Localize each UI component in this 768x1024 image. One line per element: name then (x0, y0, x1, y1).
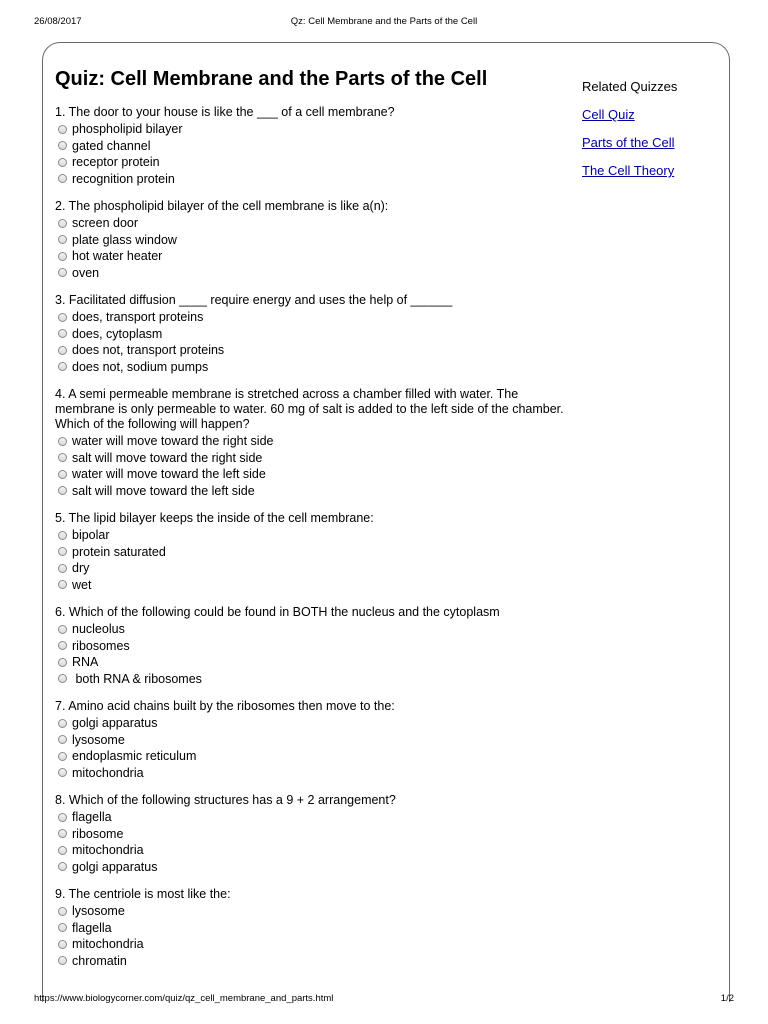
radio-button-icon[interactable] (58, 641, 67, 650)
related-link-the-cell-theory[interactable]: The Cell Theory (582, 163, 675, 178)
print-header (34, 16, 734, 30)
answer-option[interactable] (55, 248, 580, 265)
question-text: 2. The phospholipid bilayer of the cell membrane is like a(n): (55, 199, 389, 213)
question-text: 9. The centriole is most like the: (55, 887, 231, 901)
question-text: 3. Facilitated diffusion ____ require energy and uses the help of ______ (55, 293, 453, 307)
answer-option[interactable] (55, 732, 580, 749)
answer-option-label: plate glass window (72, 232, 177, 247)
answer-option-label: bipolar (72, 528, 110, 543)
answer-option-label: oven (72, 265, 100, 280)
answer-option[interactable] (55, 527, 580, 544)
answer-option[interactable] (55, 671, 580, 688)
answer-option[interactable] (55, 450, 580, 467)
radio-button-icon[interactable] (58, 437, 67, 446)
answer-option[interactable] (55, 342, 580, 359)
radio-button-icon[interactable] (58, 252, 67, 261)
answer-option[interactable] (55, 638, 580, 655)
answer-option-label: both RNA & ribosomes (72, 671, 202, 686)
answer-option-label: does not, transport proteins (72, 343, 225, 358)
answer-option[interactable] (55, 826, 580, 843)
radio-button-icon[interactable] (58, 768, 67, 777)
question-text: 4. A semi permeable membrane is stretched across a chamber filled with water. The membrane is only permeable to water. 60 mg of salt is added to the left side of the chamber. Which of the following will happen? (55, 387, 564, 431)
answer-option-label: water will move toward the left side (72, 467, 266, 482)
radio-button-icon[interactable] (58, 125, 67, 134)
radio-button-icon[interactable] (58, 862, 67, 871)
radio-button-icon[interactable] (58, 940, 67, 949)
answer-option[interactable] (55, 433, 580, 450)
answer-option[interactable] (55, 215, 580, 232)
answer-option[interactable] (55, 859, 580, 876)
answer-option[interactable] (55, 936, 580, 953)
print-date: 26/08/2017 (34, 16, 82, 27)
answer-option[interactable] (55, 466, 580, 483)
answer-option[interactable] (55, 953, 580, 970)
answer-option-label: water will move toward the right side (72, 434, 274, 449)
radio-button-icon[interactable] (58, 923, 67, 932)
answer-option-label: recognition protein (72, 171, 175, 186)
answer-option[interactable] (55, 560, 580, 577)
answer-option[interactable] (55, 544, 580, 561)
question-text: 6. Which of the following could be found in BOTH the nucleus and the cytoplasm (55, 605, 500, 619)
answer-option-label: chromatin (72, 953, 127, 968)
answer-option-label: salt will move toward the right side (72, 450, 263, 465)
answer-option[interactable] (55, 483, 580, 500)
answer-option[interactable] (55, 138, 580, 155)
answer-option[interactable] (55, 154, 580, 171)
answer-option[interactable] (55, 765, 580, 782)
print-footer (34, 993, 734, 1007)
answer-option[interactable] (55, 232, 580, 249)
radio-button-icon[interactable] (58, 813, 67, 822)
radio-button-icon[interactable] (58, 531, 67, 540)
question-4 (55, 387, 580, 499)
answer-option-label: gated channel (72, 138, 151, 153)
answer-option-label: golgi apparatus (72, 859, 158, 874)
question-6 (55, 605, 580, 687)
question-7 (55, 699, 580, 781)
answer-option-label: nucleolus (72, 622, 125, 637)
question-2 (55, 199, 580, 281)
answer-option[interactable] (55, 903, 580, 920)
radio-button-icon[interactable] (58, 625, 67, 634)
answer-option[interactable] (55, 265, 580, 282)
question-text: 8. Which of the following structures has a 9 + 2 arrangement? (55, 793, 396, 807)
answer-option-label: mitochondria (72, 843, 144, 858)
answer-option-label: does not, sodium pumps (72, 359, 209, 374)
answer-option[interactable] (55, 920, 580, 937)
answer-option-label: hot water heater (72, 249, 163, 264)
answer-option-label: dry (72, 561, 90, 576)
page-number: 1/2 (720, 993, 734, 1004)
answer-option-label: ribosome (72, 826, 124, 841)
answer-option-label: does, cytoplasm (72, 326, 163, 341)
question-8 (55, 793, 580, 875)
radio-button-icon[interactable] (58, 719, 67, 728)
answer-option-label: RNA (72, 655, 99, 670)
print-page-title: Qz: Cell Membrane and the Parts of the Cell (290, 16, 478, 27)
answer-option-label: salt will move toward the left side (72, 483, 255, 498)
answer-option-label: golgi apparatus (72, 716, 158, 731)
answer-option[interactable] (55, 715, 580, 732)
radio-button-icon[interactable] (58, 268, 67, 277)
radio-button-icon[interactable] (58, 829, 67, 838)
answer-option-label: flagella (72, 920, 112, 935)
answer-option-label: lysosome (72, 732, 125, 747)
answer-option[interactable] (55, 359, 580, 376)
question-3 (55, 293, 580, 375)
radio-button-icon[interactable] (58, 141, 67, 150)
question-text: 7. Amino acid chains built by the ribosomes then move to the: (55, 699, 395, 713)
radio-button-icon[interactable] (58, 674, 67, 683)
answer-option[interactable] (55, 654, 580, 671)
answer-option-label: protein saturated (72, 544, 166, 559)
answer-option[interactable] (55, 326, 580, 343)
related-link-parts-of-the-cell[interactable]: Parts of the Cell (582, 135, 675, 150)
answer-option-label: endoplasmic reticulum (72, 749, 197, 764)
answer-option-label: lysosome (72, 904, 125, 919)
radio-button-icon[interactable] (58, 956, 67, 965)
radio-button-icon[interactable] (58, 735, 67, 744)
answer-option[interactable] (55, 171, 580, 188)
related-link-cell-quiz[interactable]: Cell Quiz (582, 107, 635, 122)
question-text: 1. The door to your house is like the ___ of a cell membrane? (55, 105, 395, 119)
radio-button-icon[interactable] (58, 346, 67, 355)
answer-option-label: mitochondria (72, 937, 144, 952)
radio-button-icon[interactable] (58, 907, 67, 916)
radio-button-icon[interactable] (58, 564, 67, 573)
radio-button-icon[interactable] (58, 329, 67, 338)
radio-button-icon[interactable] (58, 846, 67, 855)
answer-option-label: phospholipid bilayer (72, 122, 183, 137)
answer-option-label: receptor protein (72, 155, 160, 170)
related-quizzes-title: Related Quizzes (582, 79, 678, 94)
related-quizzes-sidebar (582, 78, 722, 190)
answer-option[interactable] (55, 121, 580, 138)
answer-option[interactable] (55, 809, 580, 826)
answer-option-label: wet (72, 577, 92, 592)
radio-button-icon[interactable] (58, 470, 67, 479)
radio-button-icon[interactable] (58, 580, 67, 589)
radio-button-icon[interactable] (58, 658, 67, 667)
answer-option-label: ribosomes (72, 638, 130, 653)
question-1 (55, 105, 580, 187)
answer-option[interactable] (55, 577, 580, 594)
radio-button-icon[interactable] (58, 174, 67, 183)
radio-button-icon[interactable] (58, 547, 67, 556)
answer-option-label: screen door (72, 216, 139, 231)
question-list (55, 105, 580, 969)
print-url: https://www.biologycorner.com/quiz/qz_cell_membrane_and_parts.html (34, 993, 334, 1004)
radio-button-icon[interactable] (58, 235, 67, 244)
answer-option-label: mitochondria (72, 765, 144, 780)
question-9 (55, 887, 580, 969)
radio-button-icon[interactable] (58, 313, 67, 322)
radio-button-icon[interactable] (58, 752, 67, 761)
answer-option-label: does, transport proteins (72, 310, 204, 325)
radio-button-icon[interactable] (58, 158, 67, 167)
radio-button-icon[interactable] (58, 486, 67, 495)
radio-button-icon[interactable] (58, 219, 67, 228)
radio-button-icon[interactable] (58, 453, 67, 462)
answer-option[interactable] (55, 621, 580, 638)
quiz-title: Quiz: Cell Membrane and the Parts of the Cell (55, 68, 488, 90)
quiz-main (55, 66, 580, 981)
question-5 (55, 511, 580, 593)
answer-option[interactable] (55, 842, 580, 859)
answer-option-label: flagella (72, 810, 112, 825)
answer-option[interactable] (55, 748, 580, 765)
question-text: 5. The lipid bilayer keeps the inside of the cell membrane: (55, 511, 374, 525)
radio-button-icon[interactable] (58, 362, 67, 371)
answer-option[interactable] (55, 309, 580, 326)
